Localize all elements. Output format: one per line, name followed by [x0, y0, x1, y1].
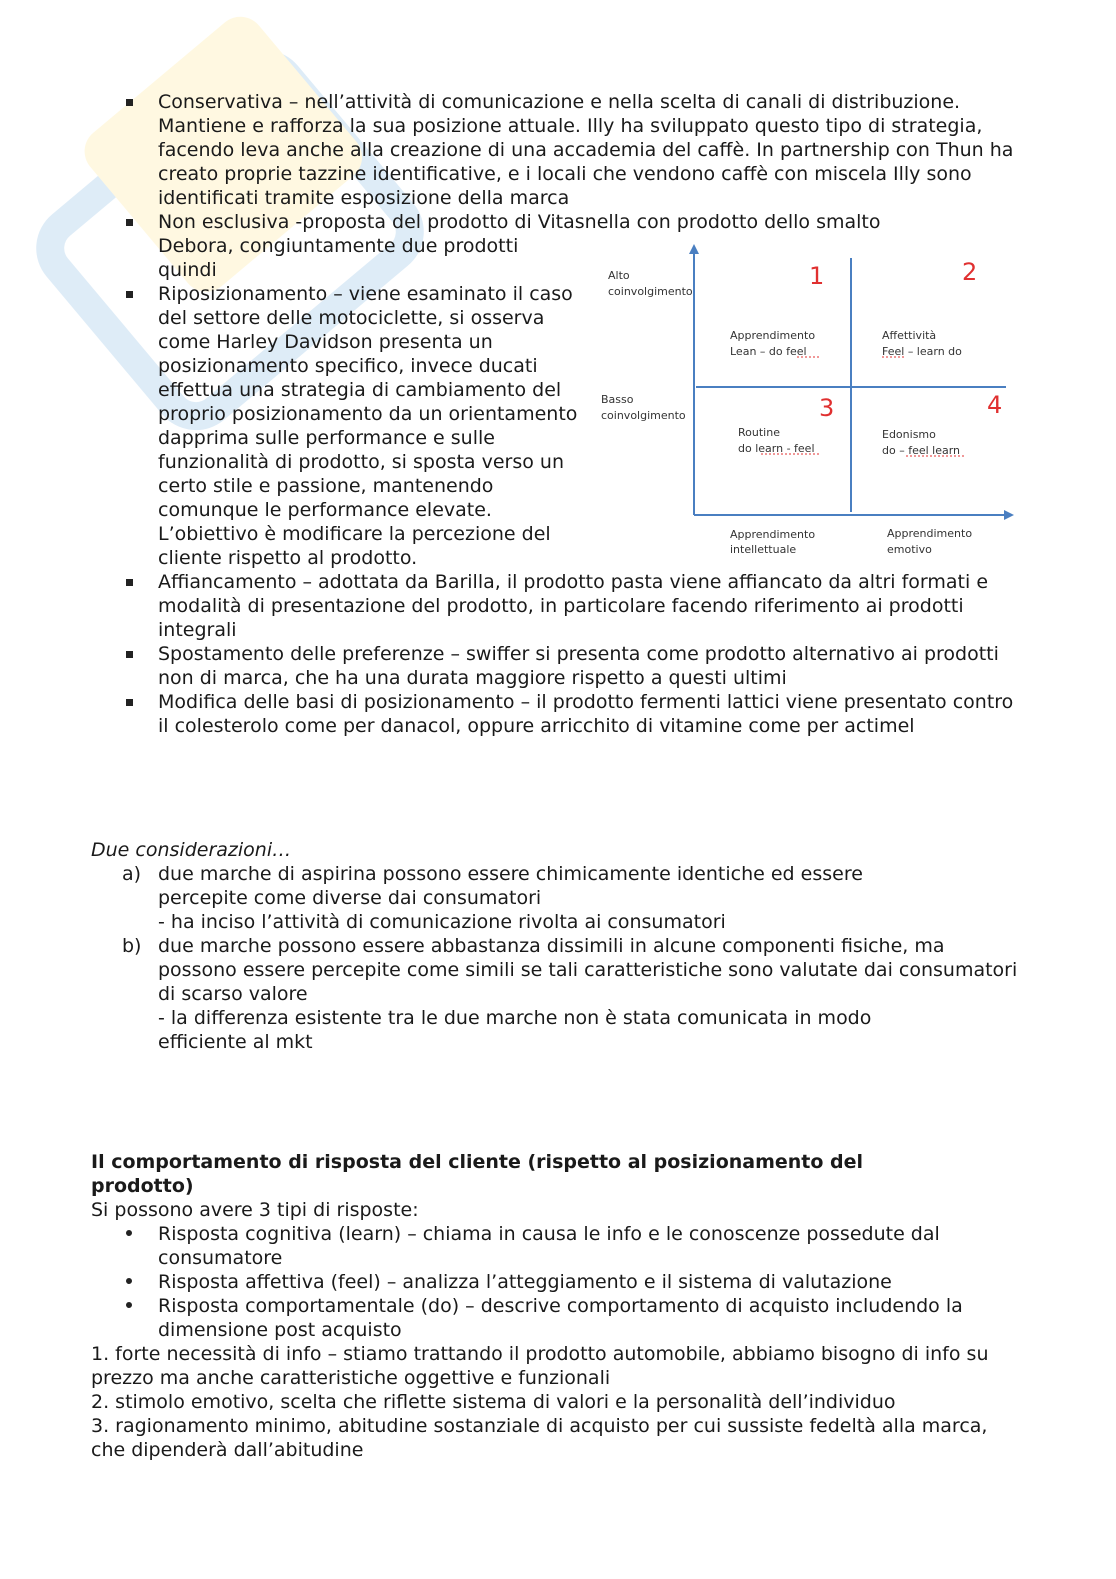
- list-item-text: Conservativa – nell’attività di comunicazione e nella scelta di canali di distribuzione. Mantiene e rafforza la sua posizione attuale. Illy ha sviluppato questo tipo di strategia, facendo leva anche alla creazione di una accademia del caffè. In partnership con Thun ha creato proprie tazzine identificative, e i locali che vendono caffè con miscela Illy sono identificati tramite esposizione della marca: [158, 91, 1014, 209]
- y-high-label-2: coinvolgimento: [608, 285, 693, 298]
- list-item-text: Riposizionamento – viene esaminato il caso del settore delle motociclette, si osserva come Harley Davidson presenta un posizionamento specifico, invece ducati effettua una strategia di cambiamento del proprio posizionamento da un orientamento dapprima sulle performance e sulle funzionalità di prodotto, si sposta verso un certo stile e passione, mantenendo comunque le performance elevate. L’obiettivo è modificare la percezione del cliente rispetto al prodotto.: [158, 283, 578, 569]
- list-item-text: Risposta cognitiva (learn) – chiama in causa le info e le conoscenze possedute dal consumatore: [158, 1223, 940, 1269]
- quadrant-title: Affettività: [882, 329, 937, 342]
- square-bullet-icon: [126, 699, 133, 706]
- list-item: [122, 570, 1028, 642]
- considerations-title: Due considerazioni…: [91, 839, 292, 861]
- consideration-note: - la differenza esistente tra le due marche non è stata comunicata in modo efficiente al mkt: [158, 1007, 872, 1053]
- numbered-paragraph: 2. stimolo emotivo, scelta che riflette sistema di valori e la personalità dell’individuo: [91, 1391, 896, 1413]
- y-high-label-1: Alto: [608, 269, 630, 282]
- consideration-note: - ha inciso l’attività di comunicazione rivolta ai consumatori: [158, 911, 726, 933]
- y-axis-arrow-icon: [689, 244, 699, 254]
- numbered-paragraph: 1. forte necessità di info – stiamo trattando il prodotto automobile, abbiamo bisogno di info su prezzo ma anche caratteristiche oggettive e funzionali: [91, 1343, 989, 1389]
- quadrant-sub: Lean – do feel: [730, 345, 807, 358]
- response-types-list: [91, 1222, 1021, 1342]
- quadrant-number: 3: [819, 394, 835, 422]
- list-item-continuation: Debora, congiuntamente due prodotti quindi: [158, 235, 519, 281]
- considerations-section: [91, 838, 1018, 1054]
- x-left-label-2: intellettuale: [730, 543, 797, 556]
- quadrant-title: Apprendimento: [730, 329, 816, 342]
- quadrant-number: 1: [809, 262, 825, 290]
- round-bullet-icon: [126, 1230, 132, 1236]
- x-right-label-1: Apprendimento: [887, 527, 973, 540]
- matrix-svg: [594, 240, 1024, 570]
- quadrant-sub: do – feel learn: [882, 444, 961, 457]
- consideration-letter: b): [122, 935, 142, 957]
- quadrant-number: 2: [962, 258, 978, 286]
- involvement-learning-matrix: [594, 240, 1024, 570]
- consideration-item: [122, 934, 1018, 1054]
- consideration-letter: a): [122, 863, 142, 885]
- square-bullet-icon: [126, 219, 133, 226]
- list-item-text: Risposta affettiva (feel) – analizza l’atteggiamento e il sistema di valutazione: [158, 1271, 892, 1293]
- list-item-text: Non esclusiva -proposta del prodotto di Vitasnella con prodotto dello smalto: [158, 211, 881, 233]
- quadrant-title: Edonismo: [882, 428, 936, 441]
- list-item-text: Risposta comportamentale (do) – descrive comportamento di acquisto includendo la dimensione post acquisto: [158, 1295, 963, 1341]
- x-axis-arrow-icon: [1004, 510, 1014, 520]
- square-bullet-icon: [126, 291, 133, 298]
- list-item-text: Affiancamento – adottata da Barilla, il prodotto pasta viene affiancato da altri formati e modalità di presentazione del prodotto, in particolare facendo riferimento ai prodotti integrali: [158, 571, 989, 641]
- consideration-text: due marche di aspirina possono essere chimicamente identiche ed essere percepite come diverse dai consumatori: [158, 863, 863, 909]
- list-item: [122, 690, 1028, 738]
- round-bullet-icon: [126, 1278, 132, 1284]
- square-bullet-icon: [126, 651, 133, 658]
- square-bullet-icon: [126, 579, 133, 586]
- x-left-label-1: Apprendimento: [730, 528, 816, 541]
- list-item-text: Modifica delle basi di posizionamento – il prodotto fermenti lattici viene presentato contro il colesterolo come per danacol, oppure arricchito di vitamine come per actimel: [158, 691, 1014, 737]
- quadrant-sub: Feel – learn do: [882, 345, 962, 358]
- list-item-text: Spostamento delle preferenze – swiffer si presenta come prodotto alternativo ai prodotti non di marca, che ha una durata maggiore rispetto a questi ultimi: [158, 643, 999, 689]
- list-item: [122, 90, 1028, 210]
- list-item: [122, 1294, 1021, 1342]
- round-bullet-icon: [126, 1302, 132, 1308]
- square-bullet-icon: [126, 99, 133, 106]
- quadrant-title: Routine: [738, 426, 780, 439]
- list-item: [122, 1222, 1021, 1270]
- consideration-text: due marche possono essere abbastanza dissimili in alcune componenti fisiche, ma possono essere percepite come simili se tali caratteristiche sono valutate dai consumatori di scarso valore: [158, 935, 1018, 1005]
- section-intro: Si possono avere 3 tipi di risposte:: [91, 1199, 419, 1221]
- consideration-item: [122, 862, 991, 934]
- list-item: [122, 642, 1028, 690]
- section-heading: Il comportamento di risposta del cliente (rispetto al posizionamento del prodotto): [91, 1151, 864, 1197]
- y-low-label-1: Basso: [601, 393, 634, 406]
- quadrant-sub: do learn - feel: [738, 442, 815, 455]
- quadrant-number: 4: [987, 391, 1003, 419]
- x-right-label-2: emotivo: [887, 543, 932, 556]
- list-item: [122, 1270, 1021, 1294]
- response-behaviour-section: [91, 1150, 1021, 1462]
- y-low-label-2: coinvolgimento: [601, 409, 686, 422]
- numbered-paragraph: 3. ragionamento minimo, abitudine sostanziale di acquisto per cui sussiste fedeltà alla marca, che dipenderà dall’abitudine: [91, 1415, 988, 1461]
